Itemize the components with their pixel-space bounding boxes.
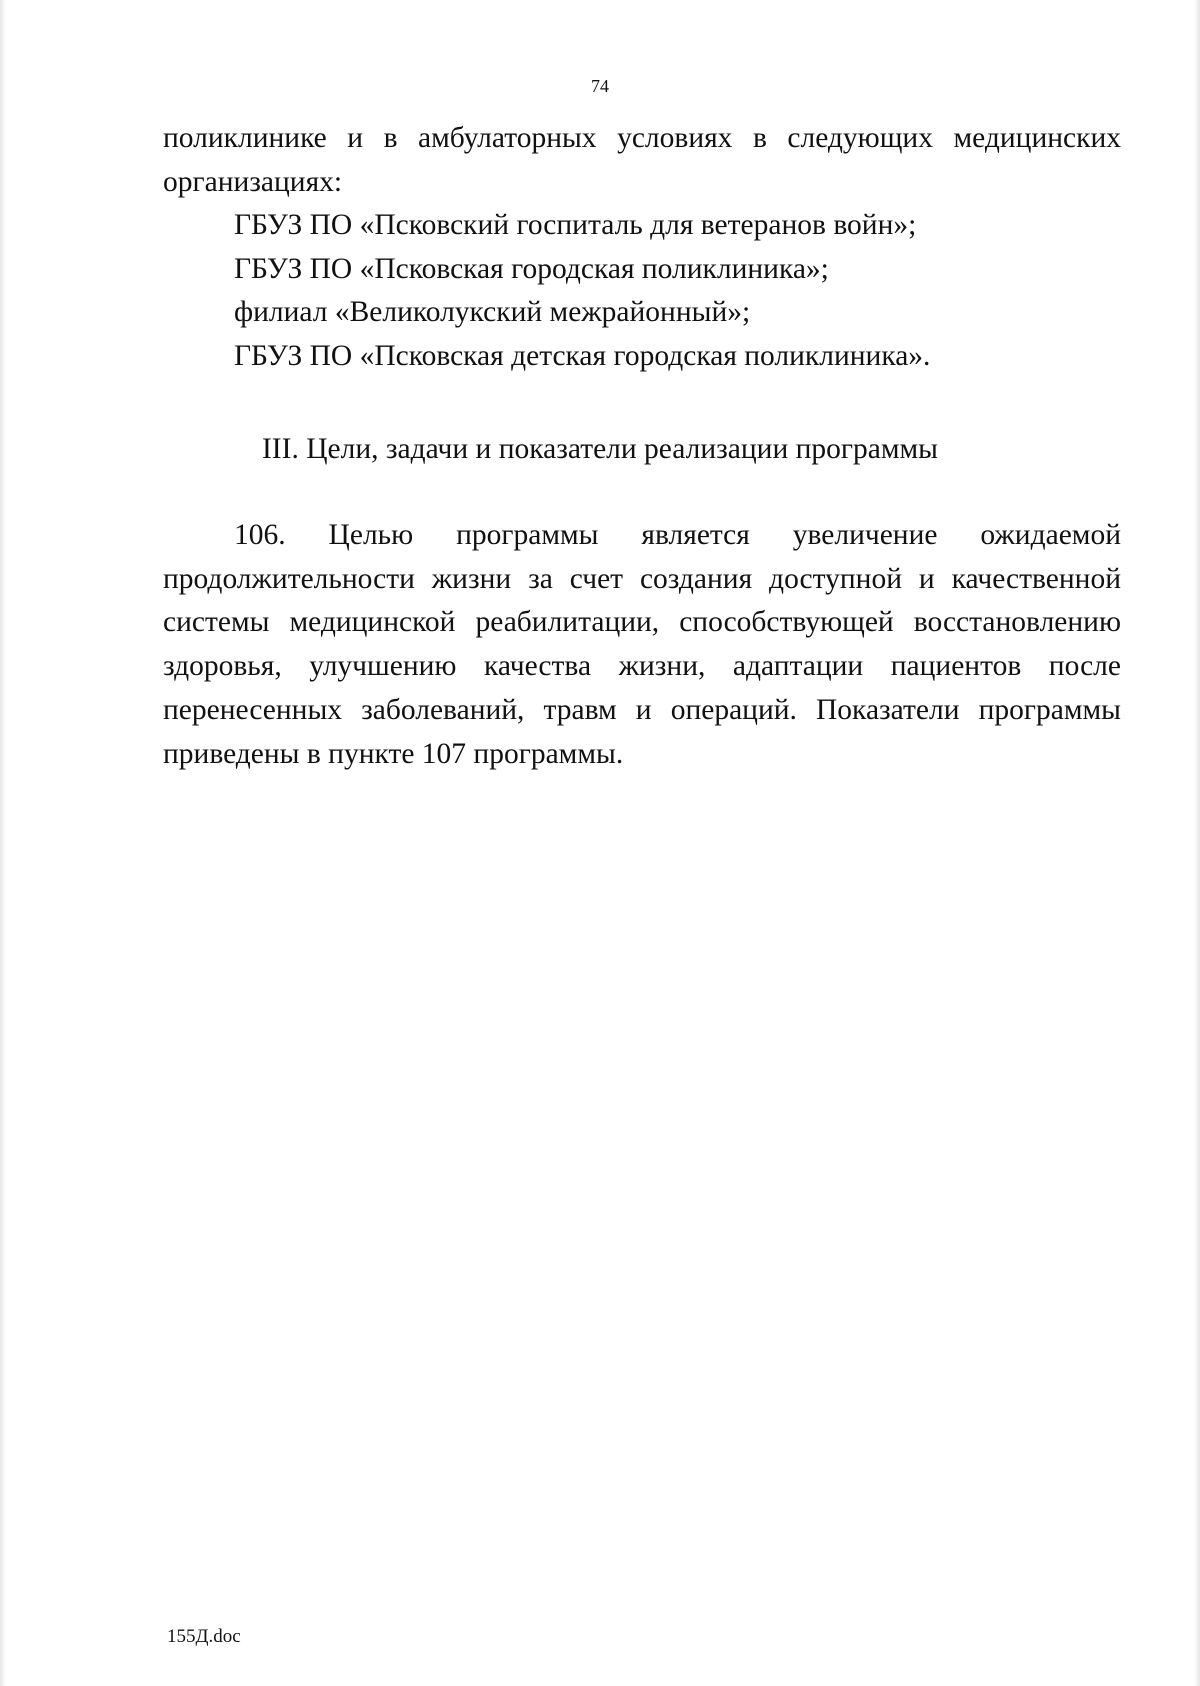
footer-filename: 155Д.doc [167,1626,241,1647]
page-number: 74 [591,76,609,96]
list-item: ГБУЗ ПО «Псковский госпиталь для ветеранов войн»; [234,209,917,241]
paragraph-106-block [163,514,1121,776]
list-item: филиал «Великолукский межрайонный»; [234,296,751,329]
section-heading: III. Цели, задачи и показатели реализации программы [261,433,938,465]
scan-edge-right [1194,0,1200,1686]
list-item: ГБУЗ ПО «Псковская детская городская поликлиника». [234,340,931,373]
scan-edge-left [0,0,6,1686]
list-item: ГБУЗ ПО «Псковская городская поликлиника»; [234,252,829,285]
intro-block [163,117,1121,204]
paragraph-106: 106. Целью программы является увеличение ожидаемой продолжительности жизни за счет создания доступной и качественной системы медицинской реабилитации, способствующей восстановлению здоровья, улучшению качества жизни, адаптации пациентов после перенесенных заболеваний, травм и операций. Показатели программы приведены в пункте 107 программы. [163,519,1121,770]
organizations-list [163,204,1121,379]
intro-paragraph: поликлинике и в амбулаторных условиях в следующих медицинских организациях: [163,122,1121,198]
